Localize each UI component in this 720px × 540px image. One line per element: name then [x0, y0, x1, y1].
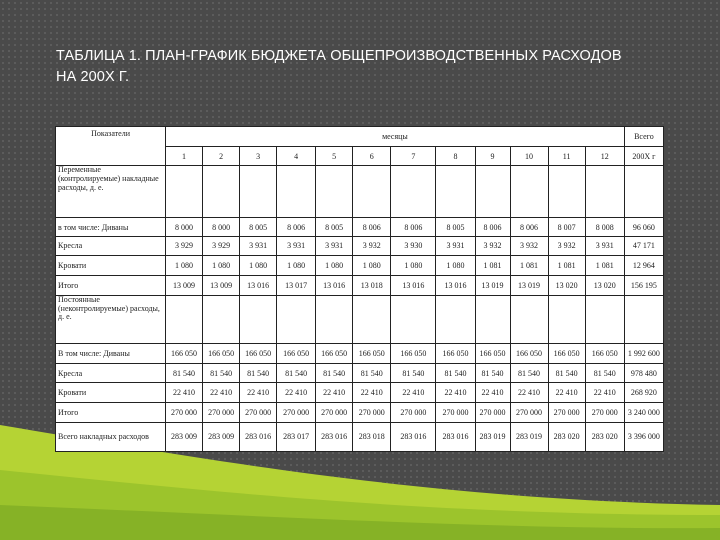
month-header: 4: [277, 146, 316, 166]
table-cell: 22 410: [585, 383, 624, 403]
table-cell: 8 006: [510, 218, 548, 237]
table-cell: 8 006: [277, 218, 316, 237]
month-header: 1: [166, 146, 203, 166]
table-cell: 166 050: [475, 343, 510, 363]
table-cell: 13 017: [277, 276, 316, 296]
table-cell: 8 006: [475, 218, 510, 237]
table-cell: 13 016: [240, 276, 277, 296]
table-cell: 22 410: [353, 383, 391, 403]
table-cell: 81 540: [510, 363, 548, 383]
table-cell: 270 000: [436, 403, 475, 423]
month-header: 2: [203, 146, 240, 166]
table-cell: 81 540: [203, 363, 240, 383]
row-label: В том числе: Диваны: [56, 343, 166, 363]
table-cell: 13 016: [316, 276, 353, 296]
table-cell: 270 000: [277, 403, 316, 423]
header-total-1: Всего: [624, 127, 663, 147]
slide-title-line-2: НА 200Х Г.: [56, 69, 130, 85]
table-cell: 81 540: [585, 363, 624, 383]
table-cell: 283 019: [510, 422, 548, 451]
section-label-fixed: Постоянные (неконтролируемые) расходы, д. е.: [56, 296, 166, 344]
table-cell: 283 016: [436, 422, 475, 451]
table-cell: 3 929: [203, 237, 240, 256]
header-months: месяцы: [166, 127, 625, 147]
budget-table: [55, 126, 664, 452]
table-cell: 283 017: [277, 422, 316, 451]
table-cell: 166 050: [353, 343, 391, 363]
table-cell: 3 932: [475, 237, 510, 256]
table-cell: 22 410: [240, 383, 277, 403]
table-cell: 13 020: [548, 276, 585, 296]
table-cell: 1 080: [166, 255, 203, 276]
table-cell: 3 931: [277, 237, 316, 256]
table-cell: 3 931: [240, 237, 277, 256]
table-cell: 13 009: [166, 276, 203, 296]
table-cell: 22 410: [203, 383, 240, 403]
month-header: 12: [585, 146, 624, 166]
table-cell: 81 540: [475, 363, 510, 383]
table-cell: 166 050: [548, 343, 585, 363]
row-total: 3 240 000: [624, 403, 663, 423]
table-cell: 270 000: [585, 403, 624, 423]
table-cell: 166 050: [166, 343, 203, 363]
table-cell: 270 000: [510, 403, 548, 423]
row-total: 3 396 000: [624, 422, 663, 451]
table-cell: 166 050: [203, 343, 240, 363]
row-total: 268 920: [624, 383, 663, 403]
section-row-fixed: [56, 296, 664, 344]
table-cell: 13 016: [391, 276, 436, 296]
table-cell: 270 000: [316, 403, 353, 423]
table-cell: 270 000: [391, 403, 436, 423]
table-cell: 8 006: [353, 218, 391, 237]
month-header: 11: [548, 146, 585, 166]
slide-title-line-1: ТАБЛИЦА 1. ПЛАН-ГРАФИК БЮДЖЕТА ОБЩЕПРОИЗВОДСТВЕННЫХ РАСХОДОВ: [56, 48, 622, 64]
row-total: 1 992 600: [624, 343, 663, 363]
table-cell: 1 081: [548, 255, 585, 276]
table-cell: 81 540: [436, 363, 475, 383]
row-total: 12 964: [624, 255, 663, 276]
row-total: 978 480: [624, 363, 663, 383]
month-header: 7: [391, 146, 436, 166]
table-cell: 3 929: [166, 237, 203, 256]
table-cell: 270 000: [353, 403, 391, 423]
table-cell: 283 018: [353, 422, 391, 451]
table-cell: 283 019: [475, 422, 510, 451]
table-cell: 283 020: [585, 422, 624, 451]
table-cell: 270 000: [240, 403, 277, 423]
table-cell: 1 080: [240, 255, 277, 276]
table-cell: 22 410: [316, 383, 353, 403]
table-cell: 22 410: [436, 383, 475, 403]
table-cell: 166 050: [277, 343, 316, 363]
row-label: Кресла: [56, 237, 166, 256]
table-cell: 8 000: [166, 218, 203, 237]
table-cell: 22 410: [510, 383, 548, 403]
table-cell: 1 080: [353, 255, 391, 276]
table-cell: 270 000: [166, 403, 203, 423]
table-cell: 13 009: [203, 276, 240, 296]
table-cell: 270 000: [203, 403, 240, 423]
row-label: Кресла: [56, 363, 166, 383]
table-cell: 13 020: [585, 276, 624, 296]
section-row-variable: [56, 166, 664, 218]
table-cell: 81 540: [316, 363, 353, 383]
table-cell: 3 932: [353, 237, 391, 256]
header-total-2: 200Х г: [624, 146, 663, 166]
table-cell: 81 540: [353, 363, 391, 383]
table-cell: 81 540: [277, 363, 316, 383]
row-total: 96 060: [624, 218, 663, 237]
month-header: 10: [510, 146, 548, 166]
row-label: Итого: [56, 403, 166, 423]
table-cell: 166 050: [391, 343, 436, 363]
table-cell: 3 930: [391, 237, 436, 256]
table-cell: 81 540: [548, 363, 585, 383]
table-cell: 283 009: [166, 422, 203, 451]
table-row: [56, 383, 664, 403]
table-cell: 81 540: [240, 363, 277, 383]
table-cell: 8 007: [548, 218, 585, 237]
table-row: [56, 422, 664, 451]
month-header: 5: [316, 146, 353, 166]
table-cell: 283 016: [316, 422, 353, 451]
table-cell: 1 080: [203, 255, 240, 276]
table-cell: 1 080: [436, 255, 475, 276]
table-cell: 22 410: [548, 383, 585, 403]
table-cell: 8 006: [391, 218, 436, 237]
row-label: в том числе: Диваны: [56, 218, 166, 237]
table-cell: 22 410: [277, 383, 316, 403]
table-cell: 3 931: [316, 237, 353, 256]
row-label: Кровати: [56, 383, 166, 403]
month-header: 3: [240, 146, 277, 166]
table-row: [56, 237, 664, 256]
row-label: Всего накладных расходов: [56, 422, 166, 451]
table-cell: 3 931: [585, 237, 624, 256]
header-indicator: Показатели: [56, 127, 166, 166]
table-cell: 3 932: [548, 237, 585, 256]
table-row: [56, 363, 664, 383]
table-cell: 166 050: [240, 343, 277, 363]
table-cell: 270 000: [548, 403, 585, 423]
row-label: Кровати: [56, 255, 166, 276]
row-total: 156 195: [624, 276, 663, 296]
table-row: [56, 255, 664, 276]
month-header: 6: [353, 146, 391, 166]
budget-table-image: [55, 126, 664, 452]
table-cell: 283 016: [240, 422, 277, 451]
table-row: [56, 403, 664, 423]
table-cell: 22 410: [166, 383, 203, 403]
table-cell: 8 000: [203, 218, 240, 237]
table-cell: 1 081: [585, 255, 624, 276]
table-cell: 1 080: [391, 255, 436, 276]
table-cell: 166 050: [585, 343, 624, 363]
table-cell: 3 931: [436, 237, 475, 256]
table-cell: 8 005: [316, 218, 353, 237]
table-cell: 22 410: [475, 383, 510, 403]
table-cell: 1 080: [277, 255, 316, 276]
table-row: [56, 218, 664, 237]
table-cell: 3 932: [510, 237, 548, 256]
table-cell: 81 540: [166, 363, 203, 383]
table-row: [56, 276, 664, 296]
table-cell: 1 081: [475, 255, 510, 276]
table-cell: 8 005: [436, 218, 475, 237]
table-cell: 283 016: [391, 422, 436, 451]
table-cell: 13 016: [436, 276, 475, 296]
table-cell: 13 018: [353, 276, 391, 296]
table-cell: 81 540: [391, 363, 436, 383]
section-label-variable: Переменные (контролируемые) накладные расходы, д. е.: [56, 166, 166, 218]
table-cell: 283 009: [203, 422, 240, 451]
table-row: [56, 343, 664, 363]
table-cell: 22 410: [391, 383, 436, 403]
table-cell: 166 050: [436, 343, 475, 363]
row-total: 47 171: [624, 237, 663, 256]
table-cell: 166 050: [316, 343, 353, 363]
table-cell: 1 081: [510, 255, 548, 276]
table-cell: 13 019: [510, 276, 548, 296]
table-cell: 8 005: [240, 218, 277, 237]
table-cell: 13 019: [475, 276, 510, 296]
table-cell: 8 008: [585, 218, 624, 237]
table-cell: 283 020: [548, 422, 585, 451]
month-header: 8: [436, 146, 475, 166]
table-cell: 270 000: [475, 403, 510, 423]
month-header: 9: [475, 146, 510, 166]
slide-title: [56, 46, 676, 88]
table-cell: 166 050: [510, 343, 548, 363]
row-label: Итого: [56, 276, 166, 296]
table-cell: 1 080: [316, 255, 353, 276]
table-header-row: [56, 127, 664, 147]
